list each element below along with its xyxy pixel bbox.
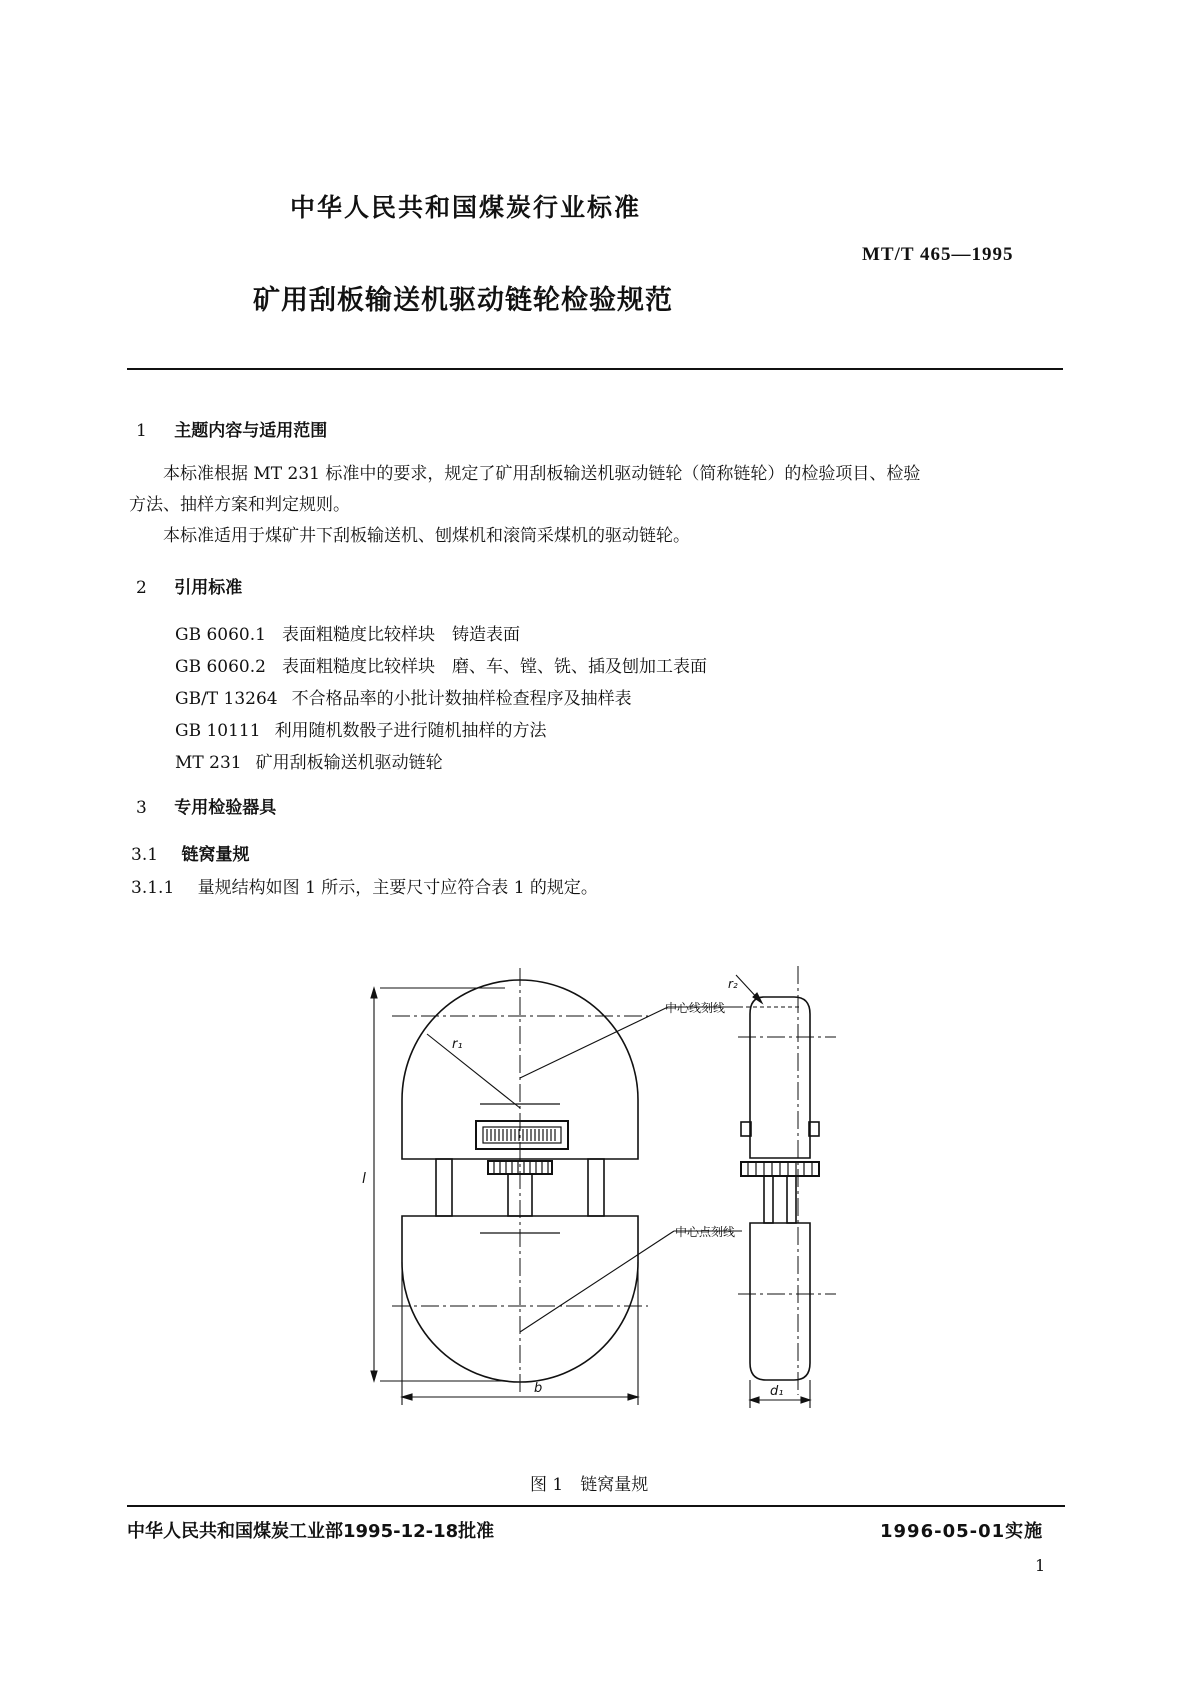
page-number: 1 — [1035, 1556, 1046, 1575]
section-1-para1-line2: 方法、抽样方案和判定规则。 — [129, 495, 350, 515]
section-1-para1-line1: 本标准根据 MT 231 标准中的要求，规定了矿用刮板输送机驱动链轮（简称链轮）的检验项目、检验 — [163, 464, 921, 484]
scale-ticks — [487, 1129, 555, 1141]
figure-caption: 图 1 链窝量规 — [530, 1475, 649, 1495]
dimension-l: l — [362, 1171, 366, 1187]
dimension-d1: d₁ — [770, 1384, 784, 1399]
reference-name: 不合格品率的小批计数抽样检查程序及抽样表 — [291, 689, 632, 709]
reference-code: GB/T 13264 — [175, 689, 278, 709]
standard-title: 矿用刮板输送机驱动链轮检验规范 — [253, 285, 673, 316]
standard-number: MT/T 465—1995 — [862, 244, 1014, 265]
section-title: 专用检验器具 — [174, 798, 277, 818]
section-number: 1 — [136, 421, 147, 441]
subsection-title: 链窝量规 — [181, 845, 250, 865]
org-title: 中华人民共和国煤炭行业标准 — [290, 193, 642, 222]
reference-name: 表面粗糙度比较样块 铸造表面 — [281, 625, 520, 645]
reference-code: GB 6060.1 — [175, 625, 266, 645]
footer-divider — [127, 1505, 1065, 1507]
label-center-line: 中心线刻线 — [665, 1001, 726, 1015]
label-center-point: 中心点刻线 — [675, 1225, 736, 1239]
reference-code: MT 231 — [175, 753, 242, 773]
section-number: 2 — [136, 578, 147, 598]
right-guide-rod — [588, 1159, 604, 1216]
section-1-para2: 本标准适用于煤矿井下刮板输送机、刨煤机和滚筒采煤机的驱动链轮。 — [163, 526, 690, 546]
subsection-number: 3.1 — [131, 845, 159, 865]
approval-line: 中华人民共和国煤炭工业部1995-12-18批准 — [127, 1521, 495, 1542]
reference-code: GB 10111 — [175, 721, 261, 741]
implementation-date: 1996-05-01实施 — [880, 1521, 1044, 1542]
dimension-r1: r₁ — [452, 1037, 463, 1052]
left-guide-rod — [436, 1159, 452, 1216]
dimension-r2: r₂ — [728, 977, 738, 991]
side-view-lower-body — [750, 1223, 810, 1380]
side-view-upper-body — [750, 997, 810, 1158]
dimension-b: b — [534, 1381, 543, 1396]
section-title: 引用标准 — [174, 578, 243, 598]
reference-name: 利用随机数骰子进行随机抽样的方法 — [274, 721, 547, 741]
subsection-number: 3.1.1 — [131, 878, 175, 898]
reference-name: 表面粗糙度比较样块 磨、车、镗、铣、插及刨加工表面 — [281, 657, 707, 677]
section-number: 3 — [136, 798, 147, 818]
reference-name: 矿用刮板输送机驱动链轮 — [255, 753, 443, 773]
scale-block — [476, 1121, 568, 1149]
section-title: 主题内容与适用范围 — [174, 421, 328, 441]
reference-code: GB 6060.2 — [175, 657, 266, 677]
subsection-text: 量规结构如图 1 所示，主要尺寸应符合表 1 的规定。 — [197, 878, 598, 898]
